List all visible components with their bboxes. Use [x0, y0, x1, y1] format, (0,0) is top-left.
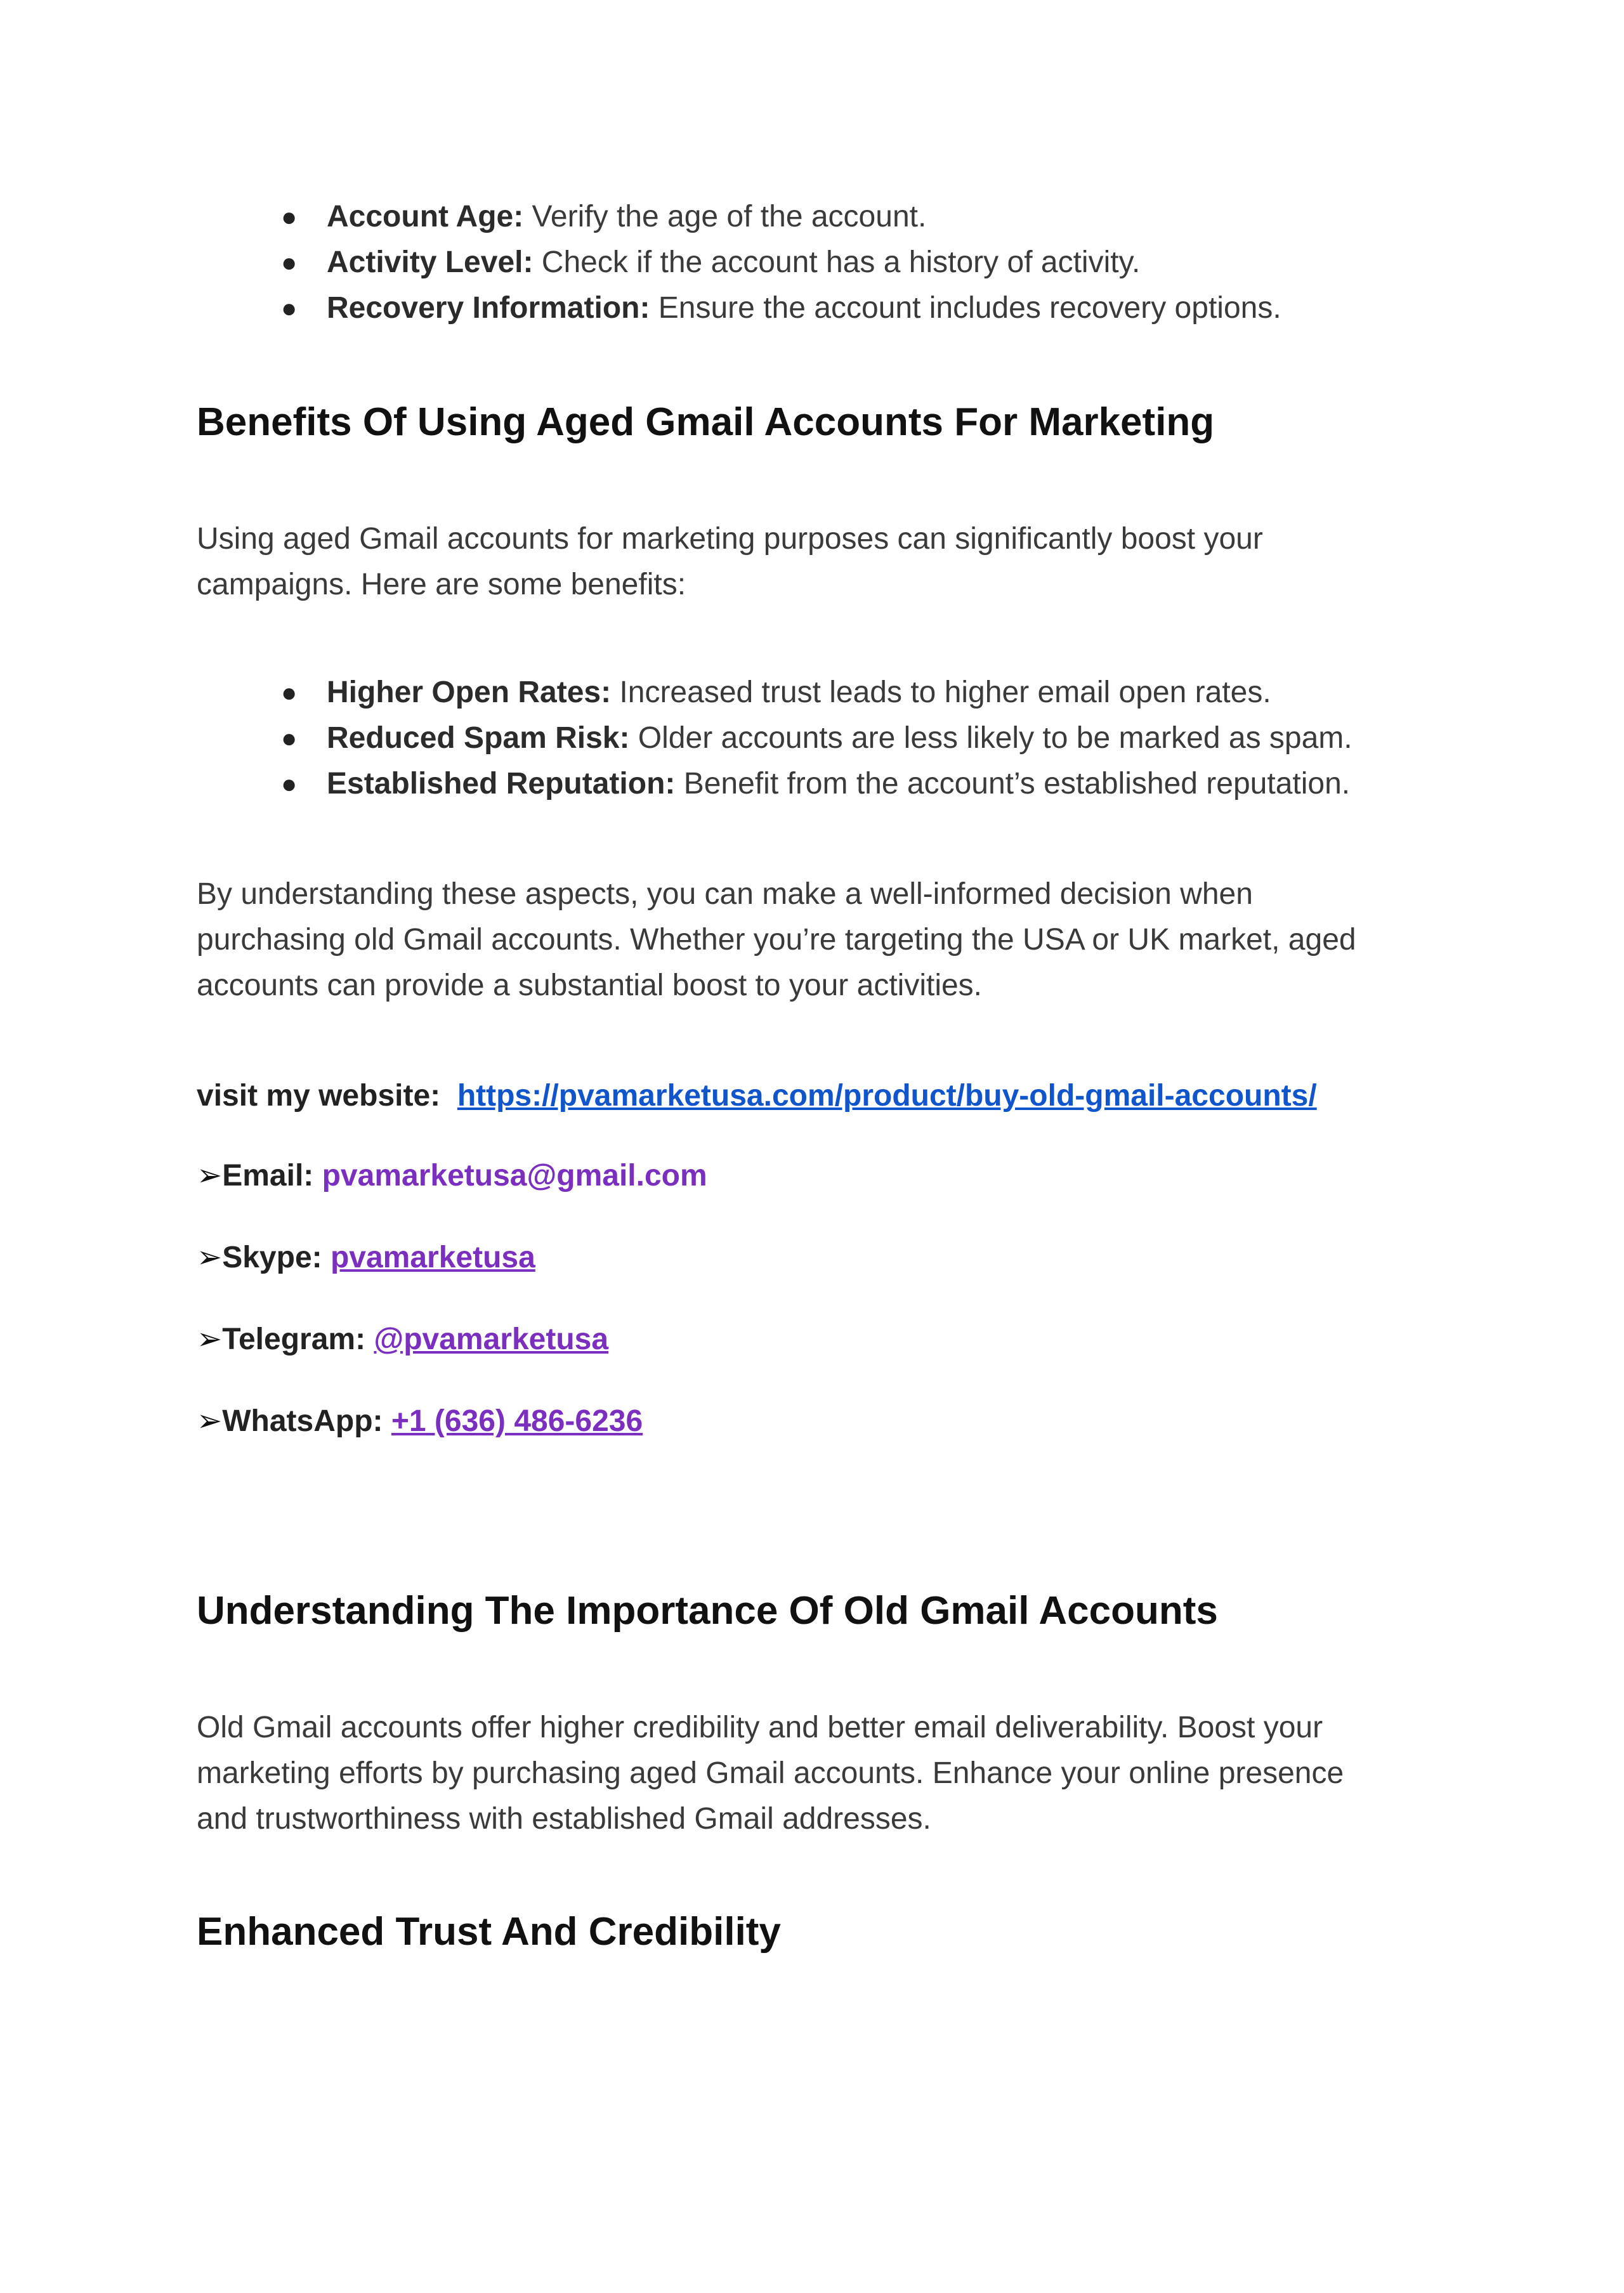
importance-line: Old Gmail accounts offer higher credibility and better email deliverability. Boost your: [197, 1711, 1323, 1744]
skype-line: [197, 1238, 1465, 1278]
benefits-intro: [197, 516, 1465, 608]
account-checks-list: [197, 194, 1465, 331]
list-item: [197, 761, 1465, 807]
list-item: [197, 194, 1465, 240]
arrow-icon: ➢: [197, 1159, 223, 1192]
website-link[interactable]: https://pvamarketusa.com/product/buy-old-gmail-accounts/: [457, 1079, 1317, 1113]
benefits-list: [197, 670, 1465, 807]
benefits-heading: Benefits Of Using Aged Gmail Accounts For Marketing: [197, 400, 1215, 444]
list-item-text: Verify the age of the account.: [523, 200, 927, 233]
list-item: [197, 715, 1465, 761]
importance-heading: Understanding The Importance Of Old Gmail Accounts: [197, 1589, 1218, 1633]
trust-heading: Enhanced Trust And Credibility: [197, 1910, 781, 1954]
list-item-text: Benefit from the account’s established reputation.: [675, 767, 1351, 800]
website-line: [197, 1076, 1465, 1116]
conclusion-line: purchasing old Gmail accounts. Whether you’re targeting the USA or UK market, aged: [197, 923, 1356, 957]
list-item-label: Recovery Information:: [327, 291, 650, 325]
skype-link[interactable]: pvamarketusa: [330, 1241, 535, 1274]
arrow-icon: ➢: [197, 1241, 223, 1274]
arrow-icon: ➢: [197, 1323, 223, 1356]
importance-line: marketing efforts by purchasing aged Gmail accounts. Enhance your online presence: [197, 1756, 1344, 1790]
importance-paragraph: [197, 1705, 1465, 1842]
bullet-icon: ●: [281, 677, 298, 707]
telegram-line: [197, 1319, 1465, 1360]
list-item-text: Increased trust leads to higher email open rates.: [611, 676, 1271, 709]
list-item-text: Check if the account has a history of activity.: [533, 245, 1141, 279]
list-item: [197, 285, 1465, 331]
bullet-icon: ●: [281, 723, 298, 753]
bullet-icon: ●: [281, 202, 298, 232]
whatsapp-line: [197, 1401, 1465, 1442]
conclusion-line: accounts can provide a substantial boost to your activities.: [197, 969, 983, 1002]
email-label: Email:: [222, 1159, 314, 1192]
email-line: [197, 1156, 1465, 1196]
bullet-icon: ●: [281, 293, 298, 323]
whatsapp-link[interactable]: +1 (636) 486-6236: [391, 1404, 643, 1438]
telegram-link[interactable]: @pvamarketusa: [374, 1323, 609, 1356]
benefits-conclusion: [197, 872, 1465, 1009]
skype-label: Skype:: [222, 1241, 322, 1274]
website-label: visit my website:: [197, 1079, 441, 1113]
list-item-label: Higher Open Rates:: [327, 676, 612, 709]
telegram-label: Telegram:: [222, 1323, 366, 1356]
benefits-intro-line: campaigns. Here are some benefits:: [197, 568, 686, 601]
email-link[interactable]: pvamarketusa@gmail.com: [322, 1159, 707, 1192]
conclusion-line: By understanding these aspects, you can make a well-informed decision when: [197, 877, 1253, 911]
list-item-label: Account Age:: [327, 200, 524, 233]
whatsapp-label: WhatsApp:: [222, 1404, 383, 1438]
arrow-icon: ➢: [197, 1404, 223, 1438]
bullet-icon: ●: [281, 769, 298, 799]
list-item-label: Activity Level:: [327, 245, 534, 279]
list-item: [197, 240, 1465, 285]
list-item-label: Established Reputation:: [327, 767, 676, 800]
list-item-text: Ensure the account includes recovery options.: [650, 291, 1281, 325]
importance-line: and trustworthiness with established Gmail addresses.: [197, 1802, 931, 1836]
list-item-label: Reduced Spam Risk:: [327, 721, 630, 755]
benefits-intro-line: Using aged Gmail accounts for marketing purposes can significantly boost your: [197, 522, 1263, 556]
list-item: [197, 670, 1465, 715]
list-item-text: Older accounts are less likely to be marked as spam.: [629, 721, 1352, 755]
bullet-icon: ●: [281, 247, 298, 277]
